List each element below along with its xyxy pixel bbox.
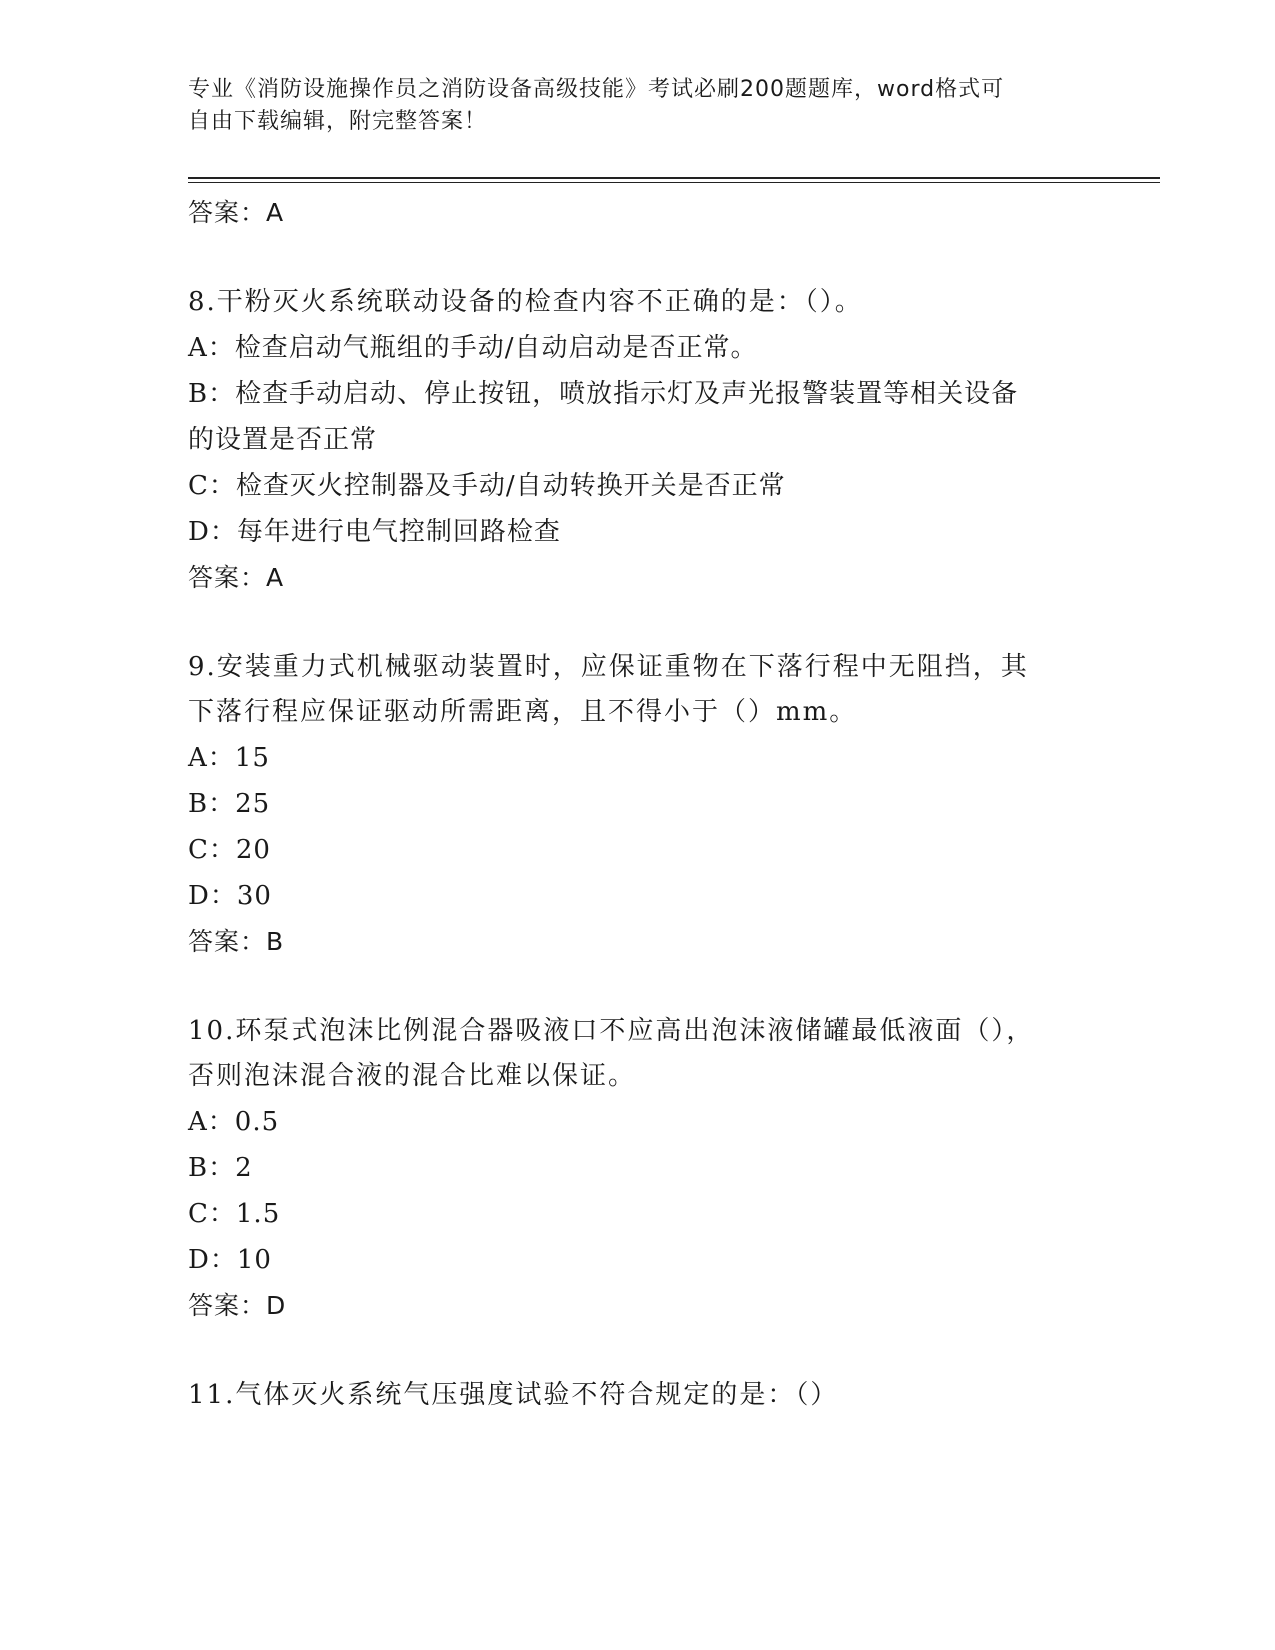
option-b: B：检查手动启动、停止按钮，喷放指示灯及声光报警装置等相关设备 [188, 379, 1019, 409]
option-d: D：每年进行电气控制回路检查 [188, 517, 561, 547]
answer-line: 答案：D [188, 1291, 287, 1320]
header-divider-thick [188, 177, 1160, 179]
answer-line: 答案：B [188, 927, 285, 956]
option-c: C：20 [188, 835, 271, 865]
spacer [188, 236, 1088, 280]
option-b-continued: 的设置是否正常 [188, 425, 378, 455]
document-header [188, 74, 1078, 138]
spacer [188, 601, 1088, 645]
question-stem-continued: 下落行程应保证驱动所需距离，且不得小于（）mm。 [188, 697, 858, 727]
spacer [188, 965, 1088, 1009]
option-a: A：0.5 [188, 1107, 280, 1137]
question-stem: 11.气体灭火系统气压强度试验不符合规定的是：（） [188, 1380, 839, 1410]
option-b: B：2 [188, 1153, 253, 1183]
question-8 [188, 280, 1088, 601]
header-line-1: 专业《消防设施操作员之消防设备高级技能》考试必刷200题题库，word格式可 [188, 77, 1005, 102]
option-d: D：10 [188, 1245, 272, 1275]
header-line-2: 自由下载编辑，附完整答案！ [188, 109, 488, 134]
question-10 [188, 1009, 1088, 1329]
option-c: C：检查灭火控制器及手动/自动转换开关是否正常 [188, 471, 786, 501]
question-stem-continued: 否则泡沫混合液的混合比难以保证。 [188, 1061, 637, 1091]
question-11 [188, 1373, 1088, 1418]
question-stem: 8.干粉灭火系统联动设备的检查内容不正确的是：（）。 [188, 287, 863, 317]
option-a: A：检查启动气瓶组的手动/自动启动是否正常。 [188, 333, 758, 363]
option-a: A：15 [188, 743, 270, 773]
question-stem: 9.安装重力式机械驱动装置时，应保证重物在下落行程中无阻挡，其 [188, 652, 1029, 682]
question-list [188, 190, 1088, 1418]
answer-line: 答案：A [188, 198, 285, 227]
question-9 [188, 645, 1088, 965]
header-divider-thin [188, 182, 1160, 183]
question-stem: 10.环泵式泡沫比例混合器吸液口不应高出泡沫液储罐最低液面（）， [188, 1016, 1035, 1046]
spacer [188, 1329, 1088, 1373]
option-b: B：25 [188, 789, 271, 819]
option-d: D：30 [188, 881, 272, 911]
answer-line: 答案：A [188, 563, 285, 592]
option-c: C：1.5 [188, 1199, 281, 1229]
